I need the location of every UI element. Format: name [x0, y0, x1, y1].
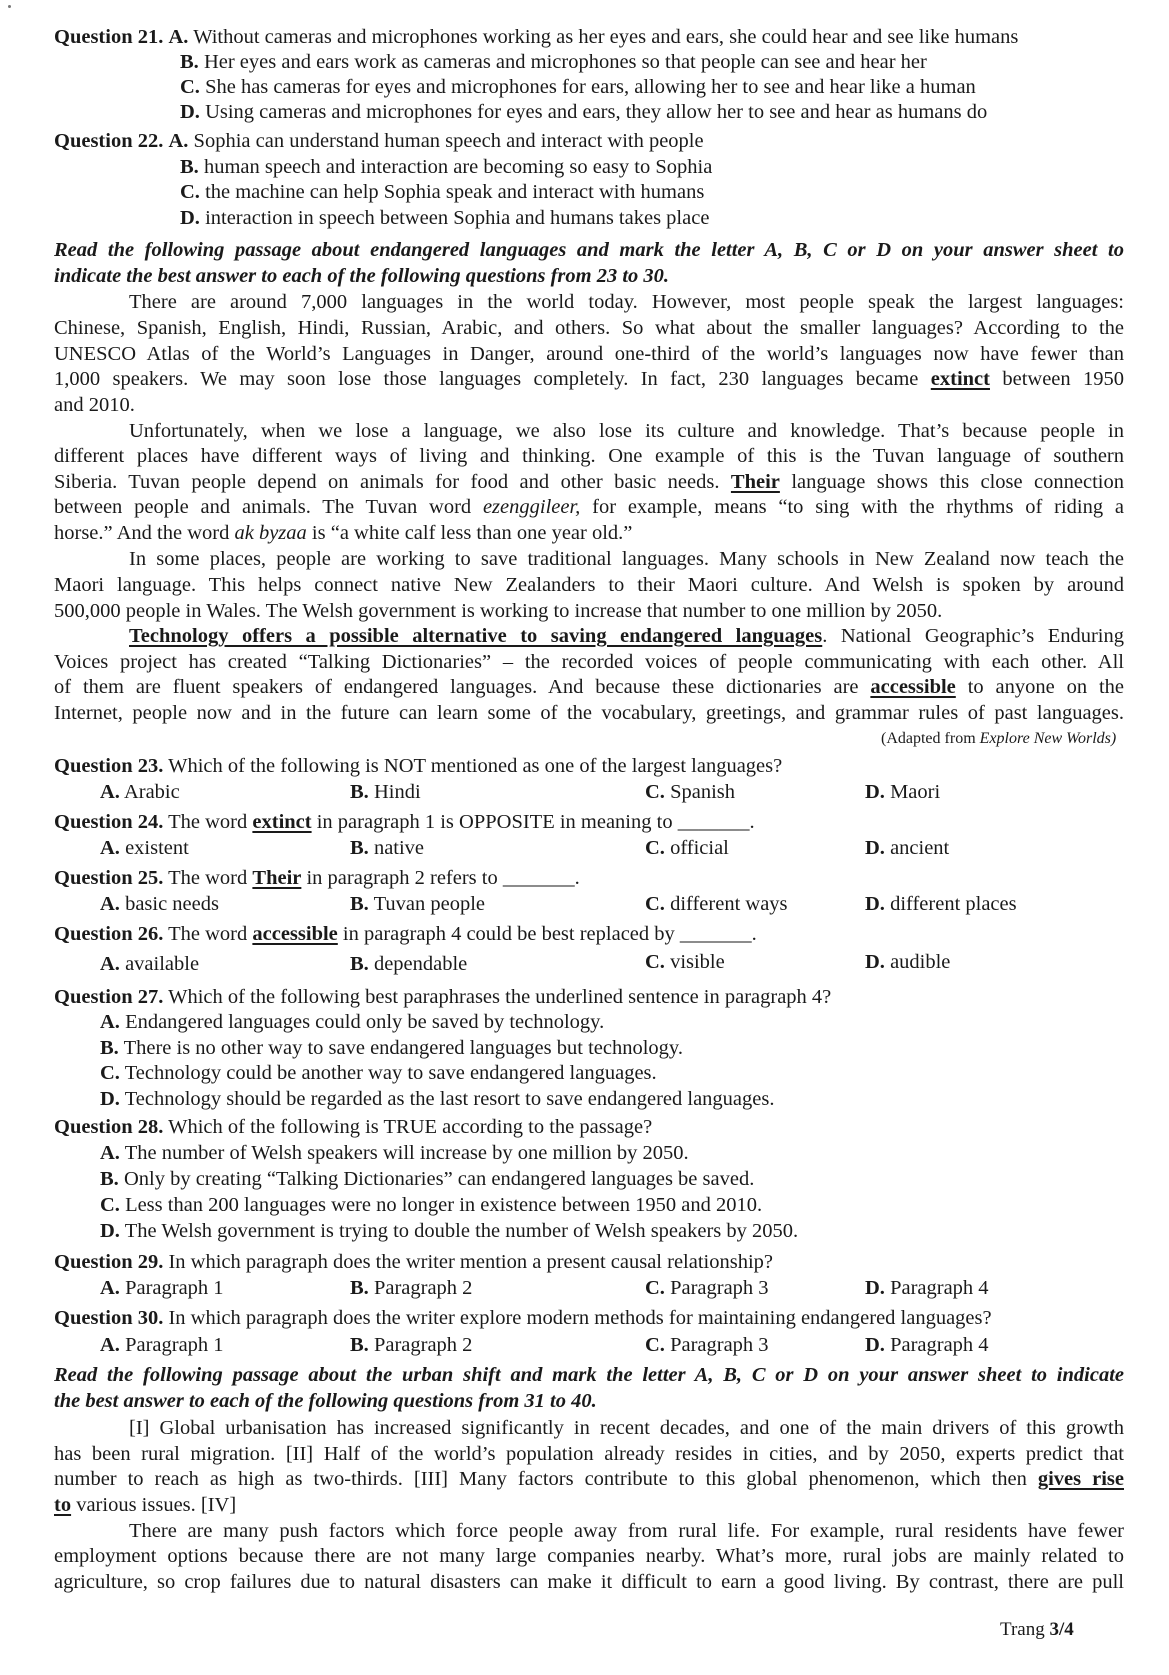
question-22-label: Question 22. — [54, 130, 164, 152]
question-30-option-b: B. Paragraph 2 — [350, 1334, 473, 1356]
question-21-option-d: D. Using cameras and microphones for eyes and ears, they allow her to see and hear as humans do — [180, 101, 988, 123]
question-24-stem: Question 24. The word extinct in paragraph 1 is OPPOSITE in meaning to _______. — [54, 811, 755, 833]
question-30-option-a: A. Paragraph 1 — [100, 1334, 224, 1356]
question-26-option-a: A. available — [100, 953, 200, 975]
passage-1-source: (Adapted from Explore New Worlds) — [881, 730, 1117, 747]
passage-1-para-4-line: Voices project has created “Talking Dictionaries” – the recorded voices of people communicating with each other. All — [54, 651, 1124, 673]
question-30-stem: Question 30. In which paragraph does the writer explore modern methods for maintaining endangered languages? — [54, 1307, 992, 1329]
question-26-option-b: B. dependable — [350, 953, 468, 975]
underlined-word-extinct: extinct — [930, 368, 990, 390]
scan-speck — [8, 5, 11, 8]
question-27-label: Question 27. — [54, 986, 164, 1008]
question-29-option-a: A. Paragraph 1 — [100, 1277, 224, 1299]
question-25-stem: Question 25. The word Their in paragraph 2 refers to _______. — [54, 867, 580, 889]
question-22-option-b: B. human speech and interaction are becoming so easy to Sophia — [180, 156, 713, 178]
passage-1-para-1: There are around 7,000 languages in the world today. However, most people speak the largest languages: — [129, 291, 1124, 313]
question-21-option-c: C. She has cameras for eyes and microphones for ears, allowing her to see and hear like a human — [180, 76, 976, 98]
question-27-option-b: B. There is no other way to save endangered languages but technology. — [100, 1037, 683, 1059]
question-29-option-c: C. Paragraph 3 — [645, 1277, 769, 1299]
question-24-option-a: A. existent — [100, 837, 189, 859]
question-25-option-c: C. different ways — [645, 893, 788, 915]
question-21-option-a: Question 21. A. Without cameras and microphones working as her eyes and ears, she could hear and see like humans — [54, 26, 1019, 48]
underlined-phrase-to: to — [54, 1494, 72, 1516]
question-21-option-b: B. Her eyes and ears work as cameras and microphones so that people can see and hear her — [180, 51, 927, 73]
passage-1-para-3-line: Maori language. This helps connect native New Zealanders to their Maori culture. And Welsh is spoken by around — [54, 574, 1124, 596]
question-25-option-b: B. Tuvan people — [350, 893, 485, 915]
question-22-option-c: C. the machine can help Sophia speak and interact with humans — [180, 181, 705, 203]
underlined-phrase-gives-rise: gives rise — [1037, 1468, 1124, 1490]
question-28-option-c: C. Less than 200 languages were no longer in existence between 1950 and 2010. — [100, 1194, 763, 1216]
question-27-option-d: D. Technology should be regarded as the last resort to save endangered languages. — [100, 1088, 775, 1110]
question-29-label: Question 29. — [54, 1251, 164, 1273]
passage-2-para-1-line: has been rural migration. [II] Half of the world’s population already resides in cities, and by 2050, experts predict that — [54, 1443, 1124, 1465]
question-26-option-c: C. visible — [645, 951, 725, 973]
passage-2-para-1-line: to various issues. [IV] — [54, 1494, 237, 1516]
question-28-option-d: D. The Welsh government is trying to double the number of Welsh speakers by 2050. — [100, 1220, 799, 1242]
underlined-word-accessible: accessible — [870, 676, 956, 698]
question-24-option-d: D. ancient — [865, 837, 950, 859]
page-number: Trang 3/4 — [1000, 1619, 1074, 1640]
question-29-option-d: D. Paragraph 4 — [865, 1277, 989, 1299]
passage-1-para-2-line: Siberia. Tuvan people depend on animals for food and other basic needs. Their language shows this close connection — [54, 471, 1124, 493]
passage-1-para-1-line: 1,000 speakers. We may soon lose those languages completely. In fact, 230 languages became extinct between 1950 — [54, 368, 1125, 390]
passage-2-instruction: Read the following passage about the urban shift and mark the letter A, B, C or D on your answer sheet to indicate — [54, 1364, 1124, 1386]
question-23-label: Question 23. — [54, 755, 164, 777]
passage-1-para-1-line: and 2010. — [54, 394, 135, 416]
underlined-word-their: Their — [730, 471, 780, 493]
passage-1-para-2-line: between people and animals. The Tuvan word ezenggileer, for example, means “to sing with the rhythms of riding a — [54, 496, 1125, 518]
question-22-option-a: Question 22. A. Sophia can understand human speech and interact with people — [54, 130, 704, 152]
question-21-label: Question 21. — [54, 26, 164, 48]
passage-1-para-4-line: of them are fluent speakers of endangered languages. And because these dictionaries are accessible to anyone on the — [54, 676, 1125, 698]
question-25-option-d: D. different places — [865, 893, 1017, 915]
passage-1-para-1-line: Chinese, Spanish, English, Hindi, Russian, Arabic, and others. So what about the smaller languages? According to the — [54, 317, 1124, 339]
question-23-option-b: B. Hindi — [350, 781, 421, 803]
question-22-option-d: D. interaction in speech between Sophia and humans takes place — [180, 207, 710, 229]
passage-1-para-2-line: horse.” And the word ak byzaa is “a white calf less than one year old.” — [54, 522, 633, 544]
passage-2-instruction-cont: the best answer to each of the following questions from 31 to 40. — [54, 1390, 597, 1412]
question-25-label: Question 25. — [54, 867, 164, 889]
question-23-option-d: D. Maori — [865, 781, 941, 803]
passage-2-para-1: [I] Global urbanisation has increased significantly in recent decades, and one of the main drivers of this growth — [129, 1417, 1124, 1439]
question-27-option-a: A. Endangered languages could only be saved by technology. — [100, 1011, 605, 1033]
question-26-label: Question 26. — [54, 923, 164, 945]
question-27-option-c: C. Technology could be another way to save endangered languages. — [100, 1062, 657, 1084]
passage-1-para-2-line: different places have different ways of living and thinking. One example of this is the Tuvan language of southern — [54, 445, 1124, 467]
question-27-stem: Question 27. Which of the following best paraphrases the underlined sentence in paragraph 4? — [54, 986, 832, 1008]
passage-2-para-1-line: number to reach as high as two-thirds. [III] Many factors contribute to this global phenomenon, which then gives rise — [54, 1468, 1124, 1490]
question-26-stem: Question 26. The word accessible in paragraph 4 could be best replaced by _______. — [54, 923, 757, 945]
passage-1-para-3-line: 500,000 people in Wales. The Welsh government is working to increase that number to one million by 2050. — [54, 600, 943, 622]
question-24-option-b: B. native — [350, 837, 425, 859]
question-23-option-a: A. Arabic — [100, 781, 180, 803]
passage-1-instruction: Read the following passage about endangered languages and mark the letter A, B, C or D on your answer sheet to — [54, 239, 1124, 261]
passage-2-para-2: There are many push factors which force people away from rural life. For example, rural residents have fewer — [129, 1520, 1124, 1542]
question-29-option-b: B. Paragraph 2 — [350, 1277, 473, 1299]
question-30-option-d: D. Paragraph 4 — [865, 1334, 989, 1356]
question-28-label: Question 28. — [54, 1116, 164, 1138]
passage-1-para-3: In some places, people are working to save traditional languages. Many schools in New Zealand now teach the — [129, 548, 1124, 570]
passage-1-para-4-line: Internet, people now and in the future can learn some of the vocabulary, greetings, and grammar rules of past languages. — [54, 702, 1124, 724]
passage-2-para-2-line: employment options because there are not many large companies nearby. What’s more, rural jobs are mainly related to — [54, 1545, 1124, 1567]
passage-1-instruction-cont: indicate the best answer to each of the following questions from 23 to 30. — [54, 265, 670, 287]
passage-2-para-2-line: agriculture, so crop failures due to natural disasters can make it difficult to earn a good living. By contrast, there are pull — [54, 1571, 1124, 1593]
question-30-option-c: C. Paragraph 3 — [645, 1334, 769, 1356]
question-28-stem: Question 28. Which of the following is TRUE according to the passage? — [54, 1116, 653, 1138]
underlined-sentence: Technology offers a possible alternative to saving endangered languages — [129, 625, 823, 647]
question-24-option-c: C. official — [645, 837, 729, 859]
question-23-option-c: C. Spanish — [645, 781, 735, 803]
question-29-stem: Question 29. In which paragraph does the writer mention a present causal relationship? — [54, 1251, 774, 1273]
question-24-label: Question 24. — [54, 811, 164, 833]
question-28-option-b: B. Only by creating “Talking Dictionaries” can endangered languages be saved. — [100, 1168, 755, 1190]
question-30-label: Question 30. — [54, 1307, 164, 1329]
passage-1-para-2: Unfortunately, when we lose a language, we also lose its culture and knowledge. That’s because people in — [129, 420, 1124, 442]
question-28-option-a: A. The number of Welsh speakers will increase by one million by 2050. — [100, 1142, 689, 1164]
question-23-stem: Question 23. Which of the following is NOT mentioned as one of the largest languages? — [54, 755, 783, 777]
question-26-option-d: D. audible — [865, 951, 951, 973]
question-25-option-a: A. basic needs — [100, 893, 219, 915]
passage-1-para-4: Technology offers a possible alternative to saving endangered languages. National Geographic’s Enduring — [129, 625, 1124, 647]
passage-1-para-1-line: UNESCO Atlas of the World’s Languages in Danger, around one-third of the world’s languages now have fewer than — [54, 343, 1124, 365]
